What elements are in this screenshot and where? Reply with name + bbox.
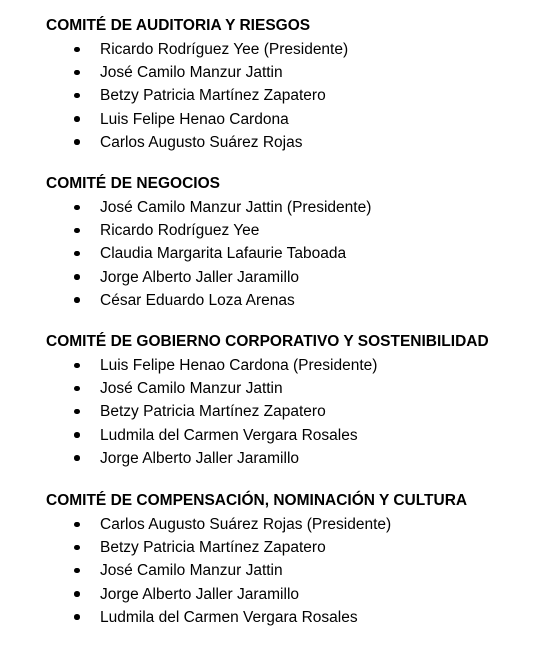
- bullet-icon: [74, 297, 80, 303]
- list-item: [46, 242, 546, 265]
- member-list: [46, 354, 546, 470]
- bullet-icon: [74, 93, 80, 99]
- member-list: [46, 196, 546, 312]
- list-item: [46, 61, 546, 84]
- bullet-icon: [74, 363, 80, 369]
- member-name: Jorge Alberto Jaller Jaramillo: [100, 449, 300, 467]
- bullet-icon: [74, 116, 80, 122]
- list-item: [46, 38, 546, 61]
- member-name: Carlos Augusto Suárez Rojas: [100, 133, 303, 151]
- list-item: [46, 536, 546, 559]
- member-name: Betzy Patricia Martínez Zapatero: [100, 539, 326, 557]
- member-name: Ricardo Rodríguez Yee: [100, 222, 260, 240]
- bullet-icon: [74, 205, 80, 211]
- member-name: José Camilo Manzur Jattin (Presidente): [100, 199, 372, 216]
- member-name: Betzy Patricia Martínez Zapatero: [100, 403, 326, 421]
- committee-title: COMITÉ DE GOBIERNO CORPORATIVO Y SOSTENIBILIDAD: [46, 333, 489, 350]
- member-name: Ludmila del Carmen Vergara Rosales: [100, 608, 358, 626]
- list-item: [46, 84, 546, 107]
- bullet-icon: [74, 432, 80, 438]
- bullet-icon: [74, 70, 80, 76]
- committee-title: COMITÉ DE AUDITORIA Y RIESGOS: [46, 17, 311, 34]
- list-item: [46, 354, 546, 377]
- list-item: [46, 583, 546, 606]
- bullet-icon: [74, 251, 80, 257]
- bullet-icon: [74, 591, 80, 597]
- list-item: [46, 606, 546, 629]
- bullet-icon: [74, 386, 80, 392]
- member-name: Ricardo Rodríguez Yee (Presidente): [100, 41, 349, 58]
- committee-title: COMITÉ DE NEGOCIOS: [46, 175, 220, 192]
- list-item: [46, 196, 546, 219]
- list-item: [46, 377, 546, 400]
- member-name: Jorge Alberto Jaller Jaramillo: [100, 585, 300, 603]
- bullet-icon: [74, 545, 80, 551]
- bullet-icon: [74, 522, 80, 528]
- member-name: Jorge Alberto Jaller Jaramillo: [100, 268, 300, 286]
- member-name: Luis Felipe Henao Cardona (Presidente): [100, 357, 378, 374]
- list-item: [46, 513, 546, 536]
- committee-negocios: [46, 174, 546, 312]
- member-name: Ludmila del Carmen Vergara Rosales: [100, 426, 358, 444]
- list-item: [46, 447, 546, 470]
- list-item: [46, 266, 546, 289]
- list-item: [46, 131, 546, 154]
- committee-compensacion-nominacion: [46, 491, 546, 629]
- member-name: José Camilo Manzur Jattin: [100, 64, 283, 82]
- bullet-icon: [74, 614, 80, 620]
- bullet-icon: [74, 409, 80, 415]
- bullet-icon: [74, 47, 80, 53]
- list-item: [46, 108, 546, 131]
- list-item: [46, 219, 546, 242]
- member-name: Claudia Margarita Lafaurie Taboada: [100, 245, 347, 263]
- bullet-icon: [74, 455, 80, 461]
- member-name: José Camilo Manzur Jattin: [100, 562, 283, 580]
- list-item: [46, 424, 546, 447]
- member-name: Betzy Patricia Martínez Zapatero: [100, 87, 326, 105]
- member-list: [46, 513, 546, 629]
- member-name: César Eduardo Loza Arenas: [100, 291, 295, 309]
- list-item: [46, 400, 546, 423]
- bullet-icon: [74, 228, 80, 234]
- committee-gobierno-corporativo: [46, 332, 546, 470]
- list-item: [46, 289, 546, 312]
- committee-title: COMITÉ DE COMPENSACIÓN, NOMINACIÓN Y CULTURA: [46, 492, 468, 509]
- bullet-icon: [74, 568, 80, 574]
- member-list: [46, 38, 546, 154]
- member-name: José Camilo Manzur Jattin: [100, 380, 283, 398]
- bullet-icon: [74, 139, 80, 145]
- committee-auditoria-riesgos: [46, 16, 546, 154]
- member-name: Luis Felipe Henao Cardona: [100, 110, 289, 128]
- member-name: Carlos Augusto Suárez Rojas (Presidente): [100, 516, 392, 533]
- bullet-icon: [74, 274, 80, 280]
- list-item: [46, 559, 546, 582]
